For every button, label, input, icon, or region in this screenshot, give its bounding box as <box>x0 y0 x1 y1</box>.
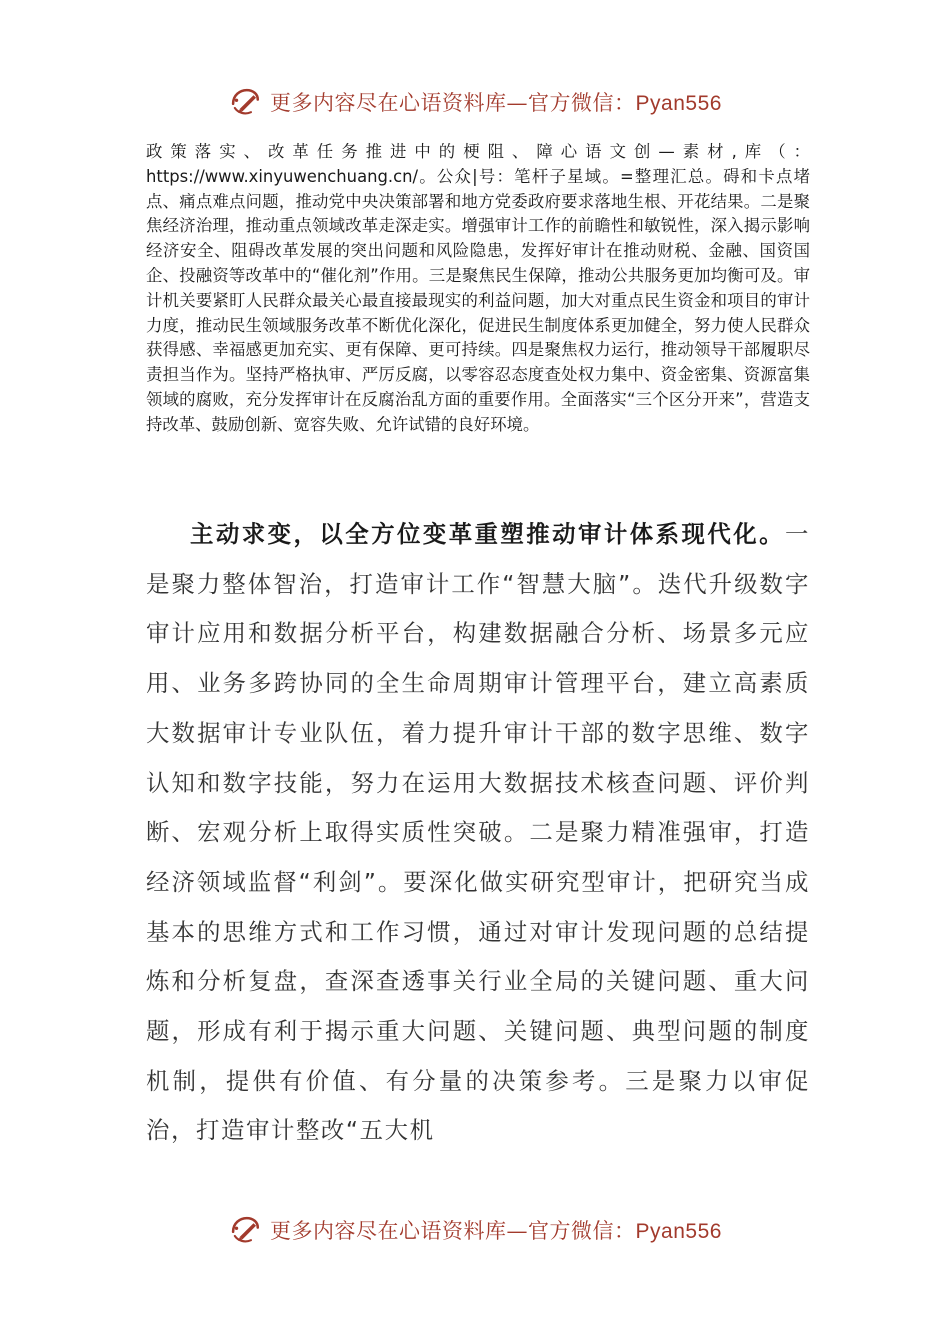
quill-pen-logo-icon <box>228 1213 262 1247</box>
footer-wechat-id: Pyan556 <box>635 1220 722 1243</box>
footer-banner-text: 更多内容尽在心语资料库—官方微信：Pyan556 <box>270 1219 722 1243</box>
section-body-text: 一是聚力整体智治，打造审计工作“智慧大脑”。迭代升级数字审计应用和数据分析平台，构建数据融合分析、场景多元应用、业务多跨协同的全生命周期审计管理平台，建立高素质大数据审计专业队伍，着力提升审计干部的数字思维、数字认知和数字技能，努力在运用大数据技术核查问题、评价判断、宏观分析上取得实质性突破。二是聚力精准强审，打造经济领域监督“利剑”。要深化做实研究型审计，把研究当成基本的思维方式和工作习惯，通过对审计发现问题的总结提炼和分析复盘，查深查透事关行业全局的关键问题、重大问题，形成有利于揭示重大问题、关键问题、典型问题的制度机制，提供有价值、有分量的决策参考。三是聚力以审促治，打造审计整改“五大机 <box>146 520 810 1145</box>
header-banner-text: 更多内容尽在心语资料库—官方微信：Pyan556 <box>270 91 722 115</box>
quill-pen-logo-icon <box>228 85 262 119</box>
dense-paragraph: 政策落实、改革任务推进中的梗阻、障心语文创—素材,库（：https://www.xinyuwenchuang.cn/。公众|号：笔杆子星域。=整理汇总。碍和卡点堵点、痛点难点问题，推动党中央决策部署和地方党委政府要求落地生根、开花结果。二是聚焦经济治理，推动重点领域改革走深走实。增强审计工作的前瞻性和敏锐性，深入揭示影响经济安全、阻碍改革发展的突出问题和风险隐患，发挥好审计在推动财税、金融、国资国企、投融资等改革中的“催化剂”作用。三是聚焦民生保障，推动公共服务更加均衡可及。审计机关要紧盯人民群众最关心最直接最现实的利益问题，加大对重点民生资金和项目的审计力度，推动民生领域服务改革不断优化深化，促进民生制度体系更加健全，努力使人民群众获得感、幸福感更加充实、更有保障、更可持续。四是聚焦权力运行，推动领导干部履职尽责担当作为。坚持严格执审、严厉反腐，以零容忍态度查处权力集中、资金密集、资源富集领域的腐败，充分发挥审计在反腐治乱方面的重要作用。全面落实“三个区分开来”，营造支持改革、鼓励创新、宽容失败、允许试错的良好环境。 <box>146 142 810 434</box>
section-paragraph <box>146 510 810 1156</box>
header-banner <box>0 82 950 122</box>
header-wechat-id: Pyan556 <box>635 92 722 115</box>
footer-banner <box>0 1210 950 1250</box>
section-lead-heading: 主动求变，以全方位变革重塑推动审计体系现代化。 <box>190 520 785 548</box>
